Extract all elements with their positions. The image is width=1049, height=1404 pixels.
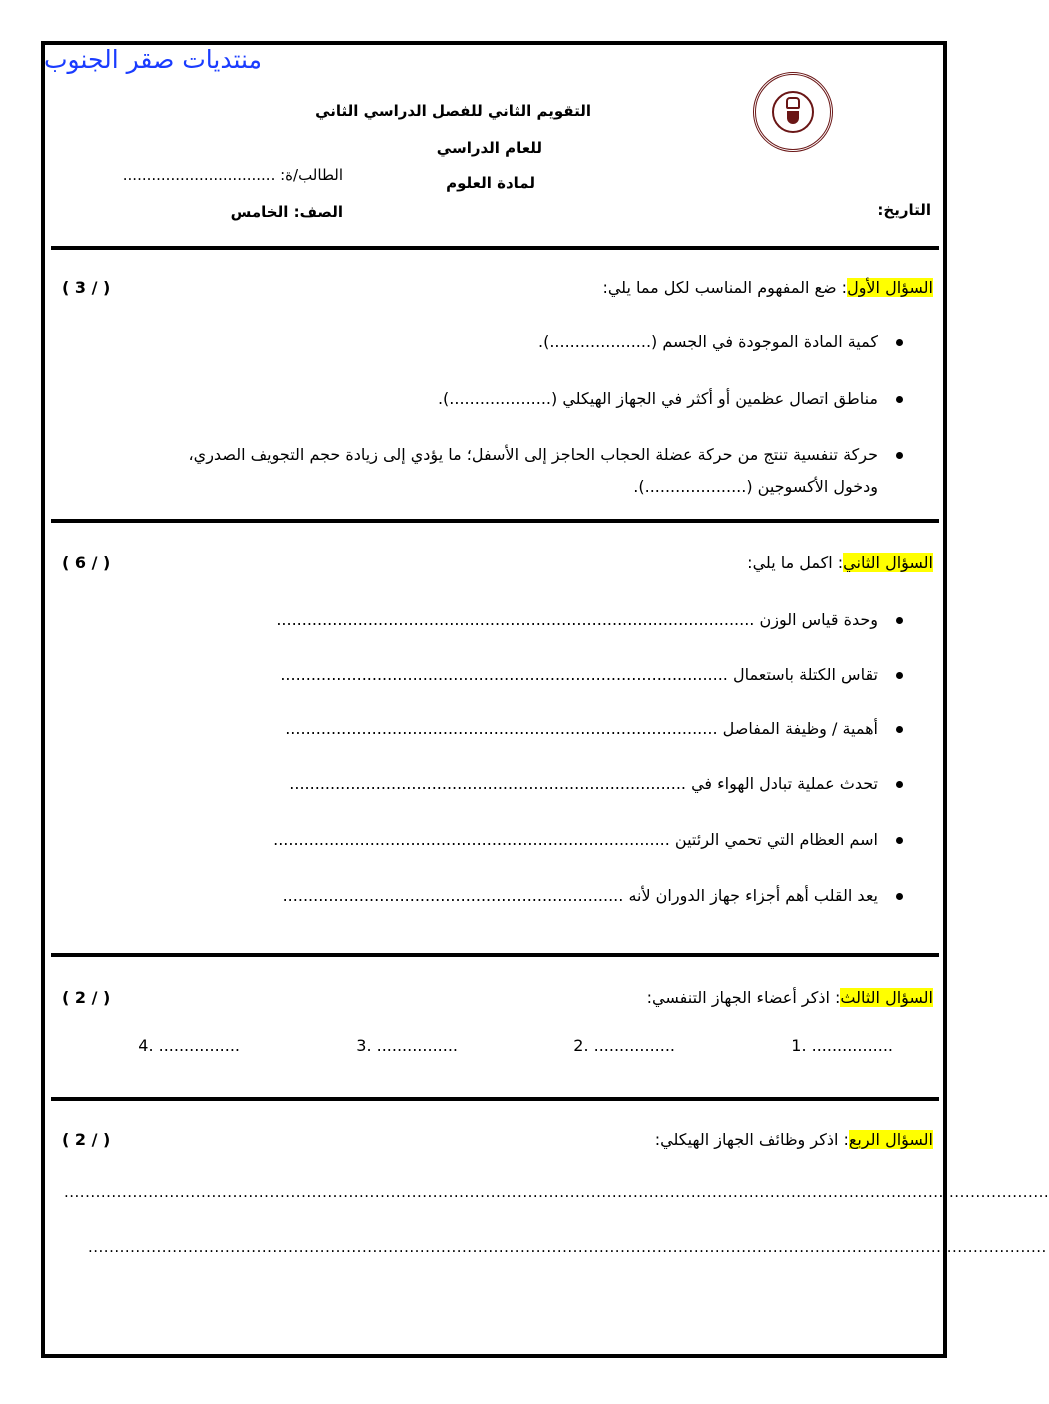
q2-title xyxy=(747,553,933,572)
student-name-field[interactable]: الطالب/ة: ................................ xyxy=(122,166,343,184)
q1-item-2[interactable] xyxy=(438,389,903,408)
q1-item-1-text: كمية المادة الموجودة في الجسم (....................). xyxy=(538,332,878,351)
divider xyxy=(51,246,939,250)
bullet-icon xyxy=(896,452,903,459)
grade-label: الصف: الخامس xyxy=(230,203,343,221)
bullet-icon xyxy=(896,726,903,733)
watermark-text: منتديات صقر الجنوب xyxy=(44,45,262,74)
q2-label: السؤال الثاني xyxy=(843,553,933,572)
q2-item-3-text: أهمية / وظيفة المفاصل ..................................................................................... xyxy=(285,719,878,738)
q2-item-4-text: تحدث عملية تبادل الهواء في .............................................................................. xyxy=(289,774,878,793)
q2-item-5[interactable] xyxy=(273,830,903,849)
q1-text: : ضع المفهوم المناسب لكل مما يلي: xyxy=(602,278,848,297)
divider xyxy=(51,519,939,523)
header-title: التقويم الثاني للفصل الدراسي الثاني xyxy=(315,102,591,120)
crown-icon xyxy=(786,97,800,109)
bullet-icon xyxy=(896,339,903,346)
q3-answer-4[interactable]: 4. ................ xyxy=(138,1036,240,1055)
q4-answer-line-2[interactable]: ...................................................................................................................................................................................... xyxy=(88,1238,1047,1256)
divider xyxy=(51,953,939,957)
q3-title xyxy=(647,988,933,1007)
q2-item-2-text: تقاس الكتلة باستعمال ........................................................................................ xyxy=(280,665,878,684)
header-year: للعام الدراسي xyxy=(436,139,542,157)
q2-item-6[interactable] xyxy=(283,886,903,905)
q4-answer-line-1[interactable]: ........................................................................................................................................................................................... xyxy=(64,1183,1049,1201)
q3-answer-2[interactable]: 2. ................ xyxy=(573,1036,675,1055)
q3-answer-1[interactable]: 1. ................ xyxy=(791,1036,893,1055)
date-field[interactable]: التاريخ: xyxy=(877,201,931,219)
q1-item-3-text: حركة تنفسية تنتج من حركة عضلة الحجاب الحاجز إلى الأسفل؛ ما يؤدي إلى زيادة حجم التجويف الصدري، xyxy=(188,445,878,464)
q2-item-5-text: اسم العظام التي تحمي الرئتين .............................................................................. xyxy=(273,830,878,849)
q1-item-3[interactable] xyxy=(189,445,904,464)
q2-item-1[interactable] xyxy=(276,610,903,629)
q4-text: : اذكر وظائف الجهاز الهيكلي: xyxy=(654,1130,849,1149)
q2-item-4[interactable] xyxy=(289,774,903,793)
bullet-icon xyxy=(896,617,903,624)
q1-item-2-text: مناطق اتصال عظمين أو أكثر في الجهاز الهيكلي (....................). xyxy=(437,389,878,408)
q2-item-3[interactable] xyxy=(285,719,903,738)
q1-label: السؤال الأول xyxy=(847,278,933,297)
q3-score: ( 2 / ) xyxy=(62,988,111,1007)
bullet-icon xyxy=(896,781,903,788)
q3-answer-3[interactable]: 3. ................ xyxy=(356,1036,458,1055)
q4-title xyxy=(655,1130,933,1149)
bullet-icon xyxy=(896,672,903,679)
q2-item-6-text: يعد القلب أهم أجزاء جهاز الدوران لأنه ................................................................... xyxy=(282,886,878,905)
q4-score: ( 2 / ) xyxy=(62,1130,111,1149)
q3-label: السؤال الثالث xyxy=(840,988,933,1007)
divider xyxy=(51,1097,939,1101)
bullet-icon xyxy=(896,837,903,844)
q1-score: ( 3 / ) xyxy=(62,278,111,297)
q1-title xyxy=(602,278,933,297)
page-frame xyxy=(41,41,1049,1358)
q2-item-1-text: وحدة قياس الوزن .............................................................................................. xyxy=(276,610,878,629)
header-subject: لمادة العلوم xyxy=(446,174,535,192)
bullet-icon xyxy=(896,396,903,403)
ministry-seal-icon xyxy=(753,72,833,152)
bullet-icon xyxy=(896,893,903,900)
q2-score: ( 6 / ) xyxy=(62,553,111,572)
q2-item-2[interactable] xyxy=(280,665,903,684)
q1-item-3-continued[interactable]: ودخول الأكسوجين (....................). xyxy=(633,477,878,496)
q2-text: : اكمل ما يلي: xyxy=(747,553,844,572)
shield-icon xyxy=(787,111,799,124)
q3-text: : اذكر أعضاء الجهاز التنفسي: xyxy=(646,988,841,1007)
q1-item-1[interactable] xyxy=(538,332,903,351)
q4-label: السؤال الربع xyxy=(848,1130,933,1149)
